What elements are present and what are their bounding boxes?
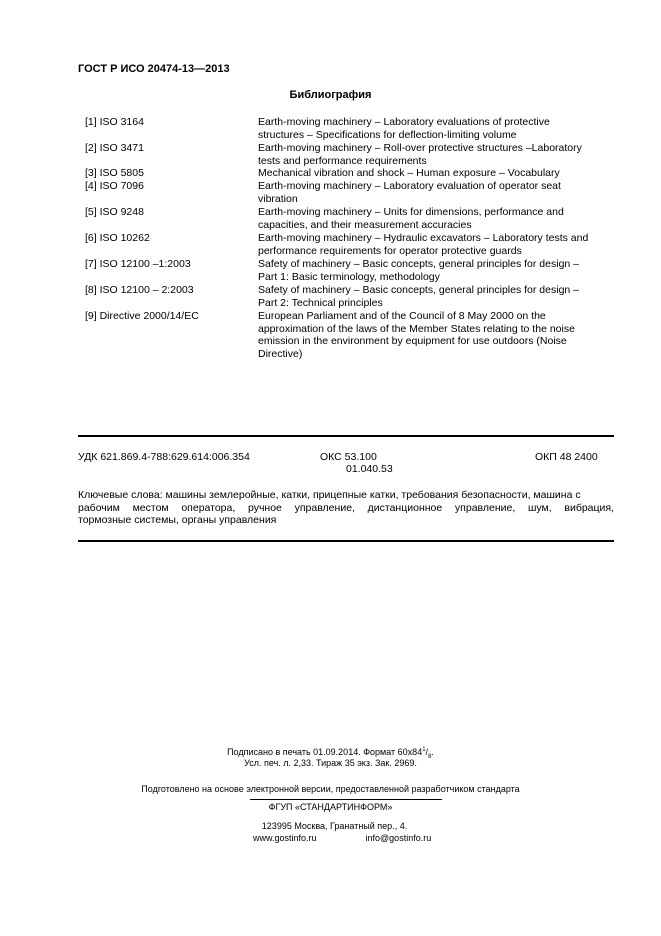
signed-for-print: Подписано в печать 01.09.2014. Формат $60x84^1/_8$. — [227, 747, 434, 760]
bibliography-description-line: approximation of the laws of the Member States relating to the noise — [258, 322, 575, 335]
bibliography-entry — [0, 232, 661, 258]
bibliography-ref: [9] Directive 2000/14/EC — [85, 310, 199, 322]
bibliography-entry — [0, 310, 661, 360]
bibliography-description — [258, 284, 610, 309]
prepared-note: Подготовлено на основе электронной версии, предоставленной разработчиком стандарта — [141, 784, 520, 794]
website-link[interactable]: www.gostinfo.ru — [253, 833, 317, 843]
bibliography-description — [258, 206, 610, 231]
oks-code-2: 01.040.53 — [346, 463, 393, 475]
bibliography-description-line: Safety of machinery – Basic concepts, general principles for design – — [258, 258, 580, 270]
bibliography-description-line: emission in the environment by equipment for use outdoors (Noise — [258, 335, 567, 347]
bibliography-entry — [0, 180, 661, 206]
bibliography-description-line: Part 2: Technical principles — [258, 296, 383, 309]
email-link[interactable]: info@gostinfo.ru — [365, 833, 432, 843]
bibliography-title: Библиография — [289, 89, 372, 101]
keywords-line-3: тормозные системы, органы управления — [78, 514, 277, 526]
format-sup: 1 — [422, 747, 426, 753]
bibliography-description-line: Earth-moving machinery – Roll-over protective structures –Laboratory — [258, 142, 582, 154]
publisher-address: 123995 Москва, Гранатный пер., 4. — [261, 821, 408, 831]
bibliography-ref: [4] ISO 7096 — [85, 180, 144, 192]
signed-text: Подписано в печать 01.09.2014. Формат 60x84 — [227, 747, 423, 757]
bibliography-description — [258, 310, 610, 360]
bibliography-description-line: structures – Specifications for deflection-limiting volume — [258, 128, 517, 141]
bibliography-description-line: capacities, and their measurement accuracies — [258, 218, 472, 231]
bibliography-description-line: Safety of machinery – Basic concepts, general principles for design – — [258, 284, 580, 296]
bibliography-description-line: Earth-moving machinery – Laboratory evaluations of protective — [258, 116, 550, 128]
keywords-line-2: рабочим местом оператора, ручное управление, дистанционное управление, шум, вибрация, — [78, 501, 614, 514]
bibliography-ref: [8] ISO 12100 – 2:2003 — [85, 284, 194, 296]
bibliography-ref: [6] ISO 10262 — [85, 232, 150, 244]
bibliography-description-line: Part 1: Basic terminology, methodology — [258, 270, 440, 283]
format-sub: 8 — [428, 753, 432, 760]
bibliography-entry — [0, 284, 661, 310]
print-sheets: Усл. печ. л. 2,33. Тираж 35 экз. Зак. 2969. — [244, 758, 417, 768]
bibliography-description — [258, 258, 610, 283]
bibliography-entry — [0, 206, 661, 232]
bibliography-description — [258, 167, 610, 180]
bibliography-description — [258, 180, 610, 205]
bibliography-entry — [0, 142, 661, 168]
bibliography-description-line: Earth-moving machinery – Laboratory evaluation of operator seat — [258, 180, 561, 192]
keywords-line-1: Ключевые слова: машины землеройные, катки, прицепные катки, требования безопасности, машина с — [78, 489, 581, 501]
bibliography-ref: [5] ISO 9248 — [85, 206, 144, 218]
publisher-contacts — [253, 832, 431, 844]
publisher-name: ФГУП «СТАНДАРТИНФОРМ» — [268, 802, 393, 812]
bibliography-description-line: Directive) — [258, 347, 303, 360]
keywords-block — [78, 489, 614, 527]
bibliography-description — [258, 116, 610, 141]
oks-code-1: ОКС 53.100 — [320, 451, 377, 463]
okp-code: ОКП 48 2400 — [535, 451, 598, 463]
bibliography-description-line: vibration — [258, 192, 298, 205]
bottom-rule — [78, 540, 614, 542]
format-end: . — [431, 747, 434, 757]
publisher-rule — [250, 799, 442, 800]
bibliography-description-line: Earth-moving machinery – Hydraulic excavators – Laboratory tests and — [258, 232, 589, 244]
standard-code-header: ГОСТ Р ИСО 20474-13—2013 — [78, 63, 230, 75]
bibliography-description-line: Earth-moving machinery – Units for dimensions, performance and — [258, 206, 564, 218]
udk-code: УДК 621.869.4-788:629.614:006.354 — [78, 451, 250, 463]
bibliography-entry — [0, 258, 661, 284]
bibliography-description-line: performance requirements for operator protective guards — [258, 244, 522, 257]
bibliography-ref: [3] ISO 5805 — [85, 167, 144, 179]
bibliography-description-line: European Parliament and of the Council of 8 May 2000 on the — [258, 310, 546, 322]
top-rule — [78, 435, 614, 437]
bibliography-ref: [7] ISO 12100 –1:2003 — [85, 258, 191, 270]
bibliography-ref: [2] ISO 3471 — [85, 142, 144, 154]
bibliography-ref: [1] ISO 3164 — [85, 116, 144, 128]
bibliography-description — [258, 232, 610, 257]
bibliography-description-line: Mechanical vibration and shock – Human exposure – Vocabulary — [258, 167, 560, 179]
bibliography-description — [258, 142, 610, 167]
bibliography-description-line: tests and performance requirements — [258, 154, 427, 167]
bibliography-entry — [0, 116, 661, 142]
